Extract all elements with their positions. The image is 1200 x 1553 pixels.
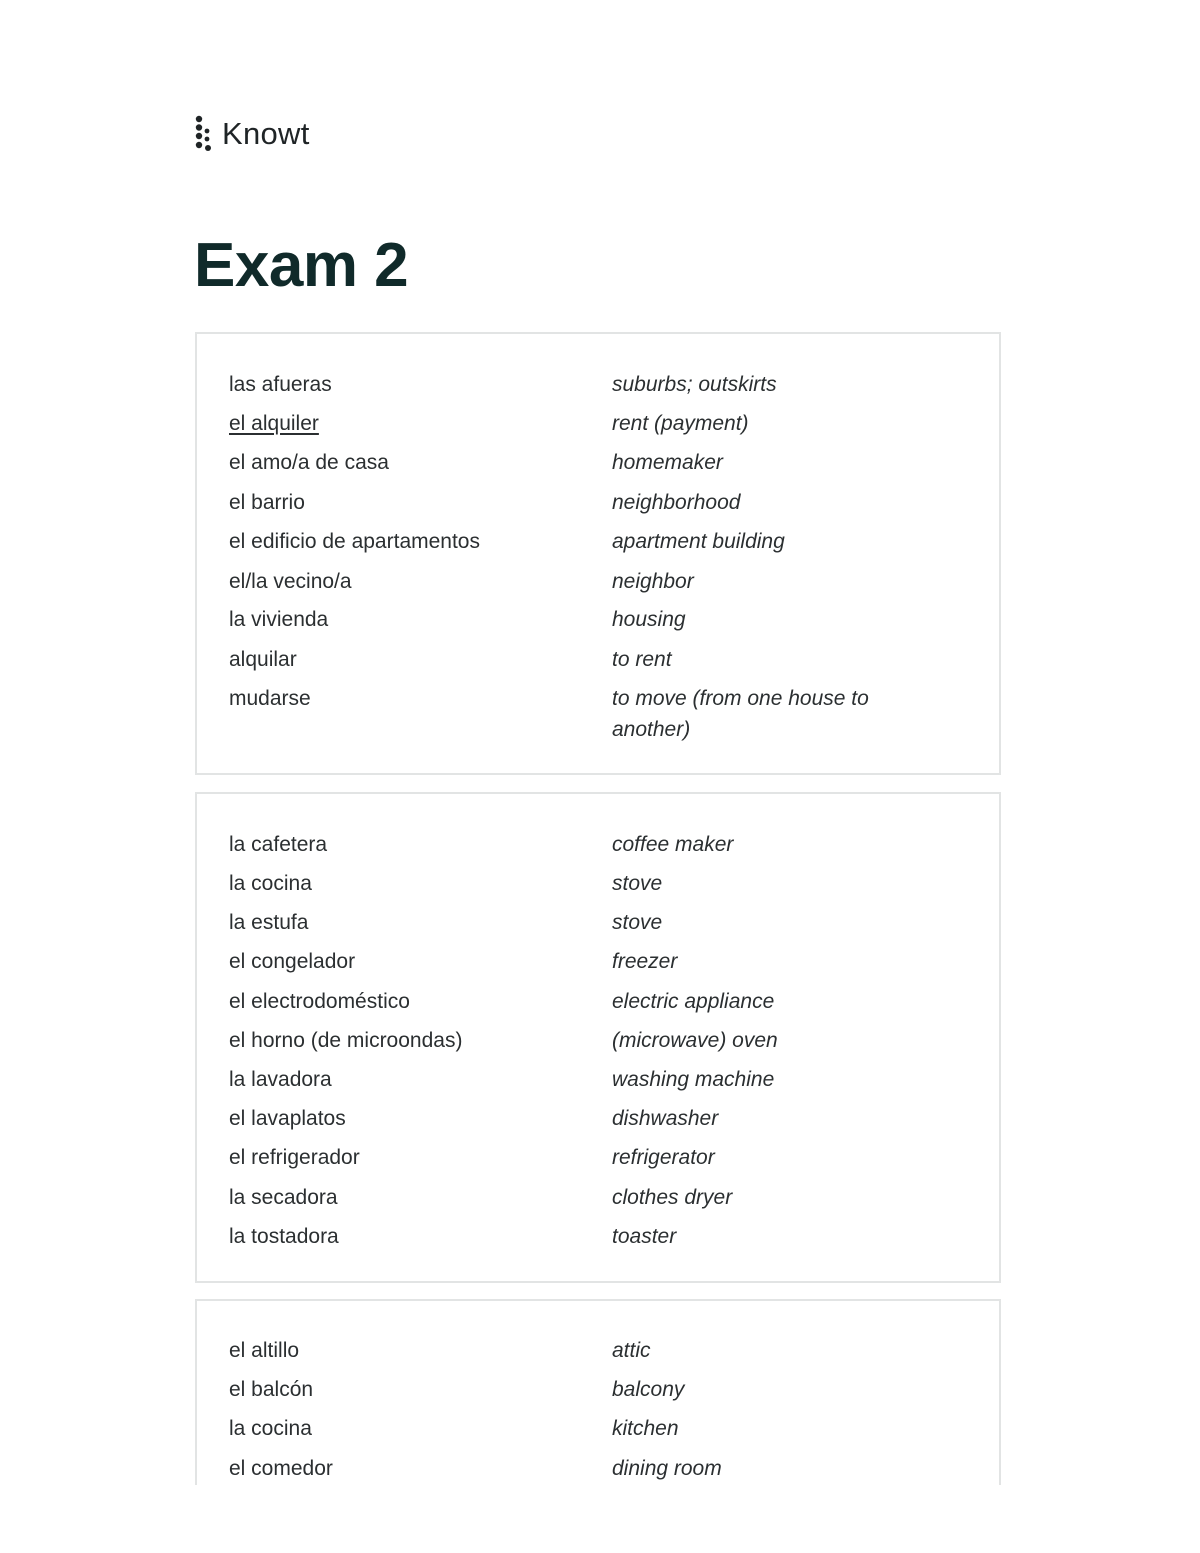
vocab-definition: suburbs; outskirts bbox=[612, 373, 777, 396]
vocab-definition: neighborhood bbox=[612, 491, 741, 514]
vocab-row bbox=[197, 487, 999, 519]
vocab-term: la cocina bbox=[229, 1417, 312, 1440]
brand-name: Knowt bbox=[222, 116, 310, 151]
vocab-row bbox=[197, 986, 999, 1018]
vocab-term: el lavaplatos bbox=[229, 1107, 346, 1130]
vocab-term: la cocina bbox=[229, 872, 312, 895]
vocab-row bbox=[197, 447, 999, 479]
vocab-card bbox=[195, 1299, 1001, 1485]
page-title: Exam 2 bbox=[194, 231, 409, 300]
vocab-definition: toaster bbox=[612, 1225, 677, 1248]
vocab-row bbox=[197, 1453, 999, 1485]
vocab-definition: freezer bbox=[612, 950, 678, 973]
knowt-dots-logo-icon bbox=[194, 115, 214, 153]
vocab-term: el congelador bbox=[229, 950, 356, 973]
vocab-row bbox=[197, 1103, 999, 1135]
vocab-definition: dining room bbox=[612, 1457, 722, 1480]
vocab-row bbox=[197, 1335, 999, 1367]
vocab-term: el edificio de apartamentos bbox=[229, 530, 480, 553]
vocab-term: la cafetera bbox=[229, 833, 328, 856]
vocab-row bbox=[197, 408, 999, 440]
vocab-row bbox=[197, 1182, 999, 1214]
vocab-row bbox=[197, 907, 999, 939]
vocab-row bbox=[197, 683, 999, 741]
vocab-definition: kitchen bbox=[612, 1417, 679, 1440]
vocab-definition: housing bbox=[612, 608, 686, 631]
vocab-term: el barrio bbox=[229, 491, 305, 514]
vocab-row bbox=[197, 1025, 999, 1057]
vocab-definition: coffee maker bbox=[612, 833, 734, 856]
vocab-term: alquilar bbox=[229, 648, 297, 671]
vocab-term: la estufa bbox=[229, 911, 309, 934]
vocab-definition: attic bbox=[612, 1339, 651, 1362]
vocab-term: el altillo bbox=[229, 1339, 300, 1362]
vocab-definition: dishwasher bbox=[612, 1107, 719, 1130]
vocab-row bbox=[197, 1142, 999, 1174]
vocab-row bbox=[197, 1221, 999, 1253]
vocab-term: el/la vecino/a bbox=[229, 570, 352, 593]
vocab-definition: apartment building bbox=[612, 530, 785, 553]
vocab-row bbox=[197, 604, 999, 636]
vocab-term-link[interactable]: el alquiler bbox=[229, 412, 319, 435]
vocab-term: las afueras bbox=[229, 373, 332, 396]
vocab-term: el refrigerador bbox=[229, 1146, 360, 1169]
vocab-row bbox=[197, 1413, 999, 1445]
brand-logo bbox=[194, 114, 310, 154]
vocab-term: el horno (de microondas) bbox=[229, 1029, 463, 1052]
vocab-definition: clothes dryer bbox=[612, 1186, 733, 1209]
vocab-definition: (microwave) oven bbox=[612, 1029, 778, 1052]
vocab-definition: stove bbox=[612, 911, 663, 934]
vocab-row bbox=[197, 1064, 999, 1096]
vocab-definition: to move (from one house to another) bbox=[612, 687, 869, 741]
vocab-definition: washing machine bbox=[612, 1068, 775, 1091]
vocab-card bbox=[195, 332, 1001, 775]
vocab-definition: to rent bbox=[612, 648, 672, 671]
vocab-card bbox=[195, 792, 1001, 1283]
vocab-definition: homemaker bbox=[612, 451, 723, 474]
vocab-term: la tostadora bbox=[229, 1225, 339, 1248]
vocab-definition: neighbor bbox=[612, 570, 694, 593]
vocab-row bbox=[197, 946, 999, 978]
vocab-row bbox=[197, 868, 999, 900]
vocab-term: la vivienda bbox=[229, 608, 329, 631]
vocab-row bbox=[197, 829, 999, 861]
vocab-term: el balcón bbox=[229, 1378, 314, 1401]
vocab-term: el electrodoméstico bbox=[229, 990, 410, 1013]
vocab-definition: rent (payment) bbox=[612, 412, 749, 435]
vocab-term: la secadora bbox=[229, 1186, 338, 1209]
vocab-definition: stove bbox=[612, 872, 663, 895]
vocab-row bbox=[197, 566, 999, 598]
vocab-term: la lavadora bbox=[229, 1068, 332, 1091]
vocab-term: el comedor bbox=[229, 1457, 333, 1480]
vocab-row bbox=[197, 369, 999, 401]
vocab-row bbox=[197, 644, 999, 676]
vocab-definition: electric appliance bbox=[612, 990, 775, 1013]
vocab-term: mudarse bbox=[229, 687, 311, 710]
vocab-term: el amo/a de casa bbox=[229, 451, 389, 474]
vocab-definition: refrigerator bbox=[612, 1146, 715, 1169]
vocab-row bbox=[197, 526, 999, 558]
vocab-row bbox=[197, 1374, 999, 1406]
vocab-definition: balcony bbox=[612, 1378, 685, 1401]
